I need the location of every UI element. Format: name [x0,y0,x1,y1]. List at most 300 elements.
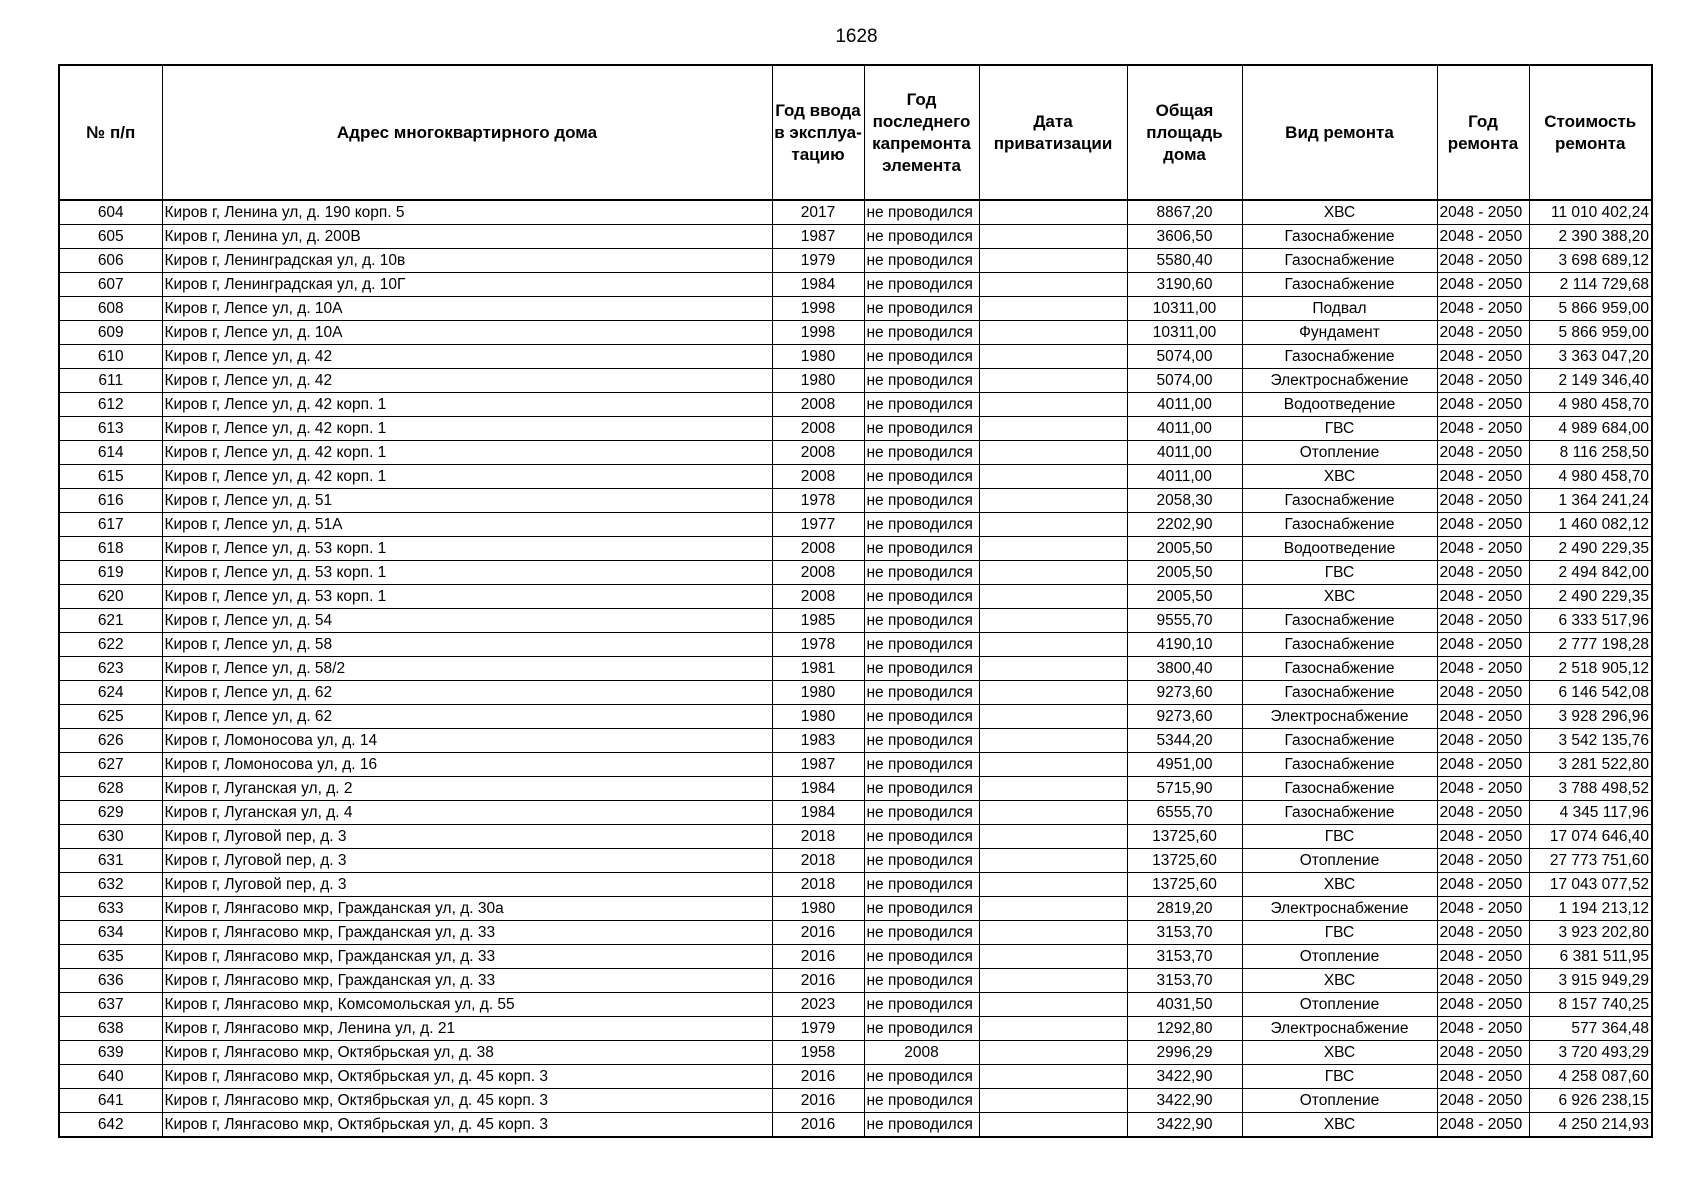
cell-num: 626 [59,729,162,753]
cell-year-built: 1998 [772,321,864,345]
cell-repair-type: Газоснабжение [1242,633,1437,657]
cell-cost: 2 494 842,00 [1529,561,1652,585]
cell-area: 2005,50 [1127,561,1242,585]
cell-year-built: 2016 [772,1065,864,1089]
cell-cost: 3 281 522,80 [1529,753,1652,777]
cell-last-repair: 2008 [864,1041,979,1065]
cell-year-built: 1985 [772,609,864,633]
cell-last-repair: не проводился [864,369,979,393]
cell-privatization [979,369,1127,393]
cell-privatization [979,777,1127,801]
cell-privatization [979,489,1127,513]
table-row [59,801,1652,825]
header-year-built: Год ввода в эксплуа-тацию [772,65,864,200]
cell-repair-period: 2048 - 2050 [1437,945,1529,969]
cell-area: 13725,60 [1127,873,1242,897]
cell-last-repair: не проводился [864,297,979,321]
table-row [59,897,1652,921]
table-row [59,417,1652,441]
cell-privatization [979,1065,1127,1089]
cell-repair-period: 2048 - 2050 [1437,345,1529,369]
cell-address: Киров г, Лепсе ул, д. 42 корп. 1 [162,393,772,417]
cell-year-built: 2018 [772,849,864,873]
cell-year-built: 1978 [772,633,864,657]
cell-num: 634 [59,921,162,945]
table-body [59,200,1652,1137]
cell-repair-type: Водоотведение [1242,537,1437,561]
cell-area: 2005,50 [1127,537,1242,561]
header-area: Общая площадь дома [1127,65,1242,200]
cell-area: 8867,20 [1127,200,1242,225]
cell-address: Киров г, Ленинградская ул, д. 10Г [162,273,772,297]
cell-last-repair: не проводился [864,561,979,585]
cell-num: 640 [59,1065,162,1089]
table-row [59,561,1652,585]
cell-address: Киров г, Лянгасово мкр, Октябрьская ул, д. 45 корп. 3 [162,1113,772,1138]
cell-repair-period: 2048 - 2050 [1437,753,1529,777]
table-row [59,345,1652,369]
cell-address: Киров г, Луговой пер, д. 3 [162,849,772,873]
cell-repair-type: ГВС [1242,921,1437,945]
cell-year-built: 2018 [772,873,864,897]
cell-repair-period: 2048 - 2050 [1437,441,1529,465]
header-num: № п/п [59,65,162,200]
cell-last-repair: не проводился [864,393,979,417]
cell-num: 622 [59,633,162,657]
cell-last-repair: не проводился [864,945,979,969]
cell-num: 625 [59,705,162,729]
cell-privatization [979,897,1127,921]
cell-last-repair: не проводился [864,465,979,489]
cell-repair-period: 2048 - 2050 [1437,561,1529,585]
table-row [59,369,1652,393]
cell-cost: 3 915 949,29 [1529,969,1652,993]
cell-area: 4011,00 [1127,465,1242,489]
cell-repair-period: 2048 - 2050 [1437,297,1529,321]
cell-repair-period: 2048 - 2050 [1437,369,1529,393]
repair-register-table [58,64,1653,1138]
cell-address: Киров г, Лепсе ул, д. 51А [162,513,772,537]
cell-privatization [979,441,1127,465]
cell-repair-period: 2048 - 2050 [1437,489,1529,513]
cell-area: 3153,70 [1127,945,1242,969]
cell-last-repair: не проводился [864,417,979,441]
cell-last-repair: не проводился [864,513,979,537]
cell-repair-period: 2048 - 2050 [1437,633,1529,657]
table-row [59,849,1652,873]
cell-num: 635 [59,945,162,969]
cell-num: 617 [59,513,162,537]
cell-year-built: 1977 [772,513,864,537]
cell-repair-period: 2048 - 2050 [1437,273,1529,297]
cell-cost: 1 460 082,12 [1529,513,1652,537]
cell-area: 3800,40 [1127,657,1242,681]
cell-repair-period: 2048 - 2050 [1437,657,1529,681]
table-row [59,1041,1652,1065]
cell-repair-type: ГВС [1242,417,1437,441]
cell-year-built: 1984 [772,777,864,801]
cell-last-repair: не проводился [864,657,979,681]
cell-cost: 3 363 047,20 [1529,345,1652,369]
cell-area: 2202,90 [1127,513,1242,537]
cell-address: Киров г, Лепсе ул, д. 62 [162,705,772,729]
cell-privatization [979,873,1127,897]
cell-area: 3606,50 [1127,225,1242,249]
cell-area: 3190,60 [1127,273,1242,297]
cell-area: 4011,00 [1127,417,1242,441]
cell-repair-type: Газоснабжение [1242,345,1437,369]
cell-cost: 6 146 542,08 [1529,681,1652,705]
table-row [59,225,1652,249]
cell-address: Киров г, Ленина ул, д. 200В [162,225,772,249]
table-row [59,489,1652,513]
cell-area: 2058,30 [1127,489,1242,513]
cell-repair-type: ХВС [1242,873,1437,897]
cell-num: 637 [59,993,162,1017]
cell-year-built: 2008 [772,537,864,561]
cell-cost: 4 250 214,93 [1529,1113,1652,1138]
cell-repair-period: 2048 - 2050 [1437,1089,1529,1113]
cell-cost: 3 928 296,96 [1529,705,1652,729]
cell-repair-type: Газоснабжение [1242,513,1437,537]
cell-year-built: 2018 [772,825,864,849]
cell-repair-type: Газоснабжение [1242,681,1437,705]
cell-area: 2005,50 [1127,585,1242,609]
cell-area: 5074,00 [1127,369,1242,393]
header-repair-year: Год ремонта [1437,65,1529,200]
cell-last-repair: не проводился [864,1065,979,1089]
cell-year-built: 1987 [772,753,864,777]
cell-repair-type: Электроснабжение [1242,705,1437,729]
cell-repair-period: 2048 - 2050 [1437,705,1529,729]
cell-num: 610 [59,345,162,369]
cell-repair-period: 2048 - 2050 [1437,681,1529,705]
cell-last-repair: не проводился [864,993,979,1017]
cell-area: 3153,70 [1127,969,1242,993]
cell-repair-type: Газоснабжение [1242,489,1437,513]
cell-repair-type: ХВС [1242,1113,1437,1138]
cell-last-repair: не проводился [864,225,979,249]
cell-repair-type: ГВС [1242,1065,1437,1089]
cell-num: 641 [59,1089,162,1113]
cell-cost: 6 333 517,96 [1529,609,1652,633]
cell-area: 5344,20 [1127,729,1242,753]
cell-num: 628 [59,777,162,801]
cell-area: 6555,70 [1127,801,1242,825]
table-row [59,393,1652,417]
cell-repair-period: 2048 - 2050 [1437,393,1529,417]
cell-num: 630 [59,825,162,849]
cell-year-built: 2008 [772,417,864,441]
table-row [59,969,1652,993]
cell-repair-type: Электроснабжение [1242,369,1437,393]
table-row [59,585,1652,609]
cell-year-built: 2008 [772,393,864,417]
cell-repair-type: Электроснабжение [1242,897,1437,921]
cell-address: Киров г, Лепсе ул, д. 42 корп. 1 [162,465,772,489]
table-row [59,753,1652,777]
cell-last-repair: не проводился [864,849,979,873]
cell-address: Киров г, Лянгасово мкр, Гражданская ул, д. 33 [162,945,772,969]
table-row [59,945,1652,969]
cell-address: Киров г, Лянгасово мкр, Октябрьская ул, д. 45 корп. 3 [162,1089,772,1113]
cell-repair-period: 2048 - 2050 [1437,897,1529,921]
cell-privatization [979,465,1127,489]
cell-area: 3422,90 [1127,1113,1242,1138]
cell-repair-period: 2048 - 2050 [1437,729,1529,753]
cell-year-built: 1978 [772,489,864,513]
table-row [59,200,1652,225]
cell-num: 624 [59,681,162,705]
cell-area: 10311,00 [1127,321,1242,345]
table-row [59,465,1652,489]
cell-cost: 3 720 493,29 [1529,1041,1652,1065]
cell-cost: 4 989 684,00 [1529,417,1652,441]
cell-address: Киров г, Лепсе ул, д. 42 корп. 1 [162,441,772,465]
cell-num: 639 [59,1041,162,1065]
cell-cost: 6 381 511,95 [1529,945,1652,969]
table-row [59,297,1652,321]
cell-cost: 4 345 117,96 [1529,801,1652,825]
cell-year-built: 1980 [772,681,864,705]
cell-cost: 11 010 402,24 [1529,200,1652,225]
cell-num: 614 [59,441,162,465]
cell-year-built: 1979 [772,249,864,273]
cell-area: 5074,00 [1127,345,1242,369]
cell-repair-type: Газоснабжение [1242,609,1437,633]
cell-area: 5715,90 [1127,777,1242,801]
cell-last-repair: не проводился [864,585,979,609]
cell-privatization [979,825,1127,849]
cell-repair-type: Газоснабжение [1242,657,1437,681]
cell-repair-period: 2048 - 2050 [1437,1065,1529,1089]
cell-privatization [979,200,1127,225]
table-row [59,1017,1652,1041]
cell-last-repair: не проводился [864,537,979,561]
cell-privatization [979,969,1127,993]
cell-cost: 2 777 198,28 [1529,633,1652,657]
cell-cost: 4 258 087,60 [1529,1065,1652,1089]
cell-address: Киров г, Лепсе ул, д. 42 [162,345,772,369]
cell-num: 604 [59,200,162,225]
cell-area: 9273,60 [1127,681,1242,705]
cell-repair-type: Отопление [1242,945,1437,969]
cell-num: 606 [59,249,162,273]
cell-year-built: 1981 [772,657,864,681]
cell-last-repair: не проводился [864,897,979,921]
cell-num: 611 [59,369,162,393]
cell-address: Киров г, Лянгасово мкр, Октябрьская ул, д. 45 корп. 3 [162,1065,772,1089]
cell-privatization [979,225,1127,249]
cell-privatization [979,1089,1127,1113]
table-row [59,705,1652,729]
cell-repair-type: Водоотведение [1242,393,1437,417]
cell-year-built: 1984 [772,273,864,297]
cell-address: Киров г, Ломоносова ул, д. 14 [162,729,772,753]
cell-cost: 4 980 458,70 [1529,465,1652,489]
cell-repair-type: Подвал [1242,297,1437,321]
cell-year-built: 2016 [772,921,864,945]
cell-cost: 4 980 458,70 [1529,393,1652,417]
cell-address: Киров г, Лепсе ул, д. 58 [162,633,772,657]
cell-area: 1292,80 [1127,1017,1242,1041]
cell-repair-period: 2048 - 2050 [1437,921,1529,945]
cell-num: 607 [59,273,162,297]
cell-repair-period: 2048 - 2050 [1437,969,1529,993]
table-row [59,537,1652,561]
cell-cost: 2 114 729,68 [1529,273,1652,297]
cell-repair-type: ХВС [1242,585,1437,609]
cell-last-repair: не проводился [864,609,979,633]
cell-num: 619 [59,561,162,585]
table-row [59,681,1652,705]
cell-last-repair: не проводился [864,345,979,369]
cell-year-built: 2016 [772,1113,864,1138]
cell-area: 3153,70 [1127,921,1242,945]
cell-last-repair: не проводился [864,753,979,777]
cell-repair-type: Газоснабжение [1242,801,1437,825]
cell-address: Киров г, Лепсе ул, д. 42 [162,369,772,393]
cell-privatization [979,345,1127,369]
cell-cost: 2 149 346,40 [1529,369,1652,393]
table-row [59,1065,1652,1089]
cell-privatization [979,1041,1127,1065]
cell-year-built: 2017 [772,200,864,225]
cell-year-built: 1980 [772,345,864,369]
cell-last-repair: не проводился [864,1017,979,1041]
cell-repair-type: Отопление [1242,993,1437,1017]
cell-repair-period: 2048 - 2050 [1437,1113,1529,1138]
cell-year-built: 2008 [772,561,864,585]
cell-address: Киров г, Лянгасово мкр, Ленина ул, д. 21 [162,1017,772,1041]
cell-area: 2819,20 [1127,897,1242,921]
cell-year-built: 1980 [772,897,864,921]
cell-repair-period: 2048 - 2050 [1437,777,1529,801]
header-last-repair: Год последнего капремонта элемента [864,65,979,200]
table-row [59,993,1652,1017]
cell-address: Киров г, Лепсе ул, д. 58/2 [162,657,772,681]
cell-address: Киров г, Лепсе ул, д. 51 [162,489,772,513]
cell-address: Киров г, Лянгасово мкр, Гражданская ул, д. 30а [162,897,772,921]
cell-year-built: 1984 [772,801,864,825]
cell-privatization [979,945,1127,969]
cell-address: Киров г, Лянгасово мкр, Комсомольская ул, д. 55 [162,993,772,1017]
cell-repair-type: ГВС [1242,561,1437,585]
table-row [59,921,1652,945]
cell-repair-type: Газоснабжение [1242,777,1437,801]
cell-num: 620 [59,585,162,609]
cell-repair-type: Электроснабжение [1242,1017,1437,1041]
cell-num: 627 [59,753,162,777]
cell-address: Киров г, Луговой пер, д. 3 [162,825,772,849]
cell-num: 612 [59,393,162,417]
cell-last-repair: не проводился [864,1089,979,1113]
cell-address: Киров г, Лепсе ул, д. 42 корп. 1 [162,417,772,441]
table-row [59,657,1652,681]
cell-num: 613 [59,417,162,441]
cell-repair-type: ГВС [1242,825,1437,849]
cell-repair-period: 2048 - 2050 [1437,873,1529,897]
cell-cost: 1 364 241,24 [1529,489,1652,513]
table-row [59,273,1652,297]
cell-address: Киров г, Лепсе ул, д. 10А [162,321,772,345]
cell-num: 616 [59,489,162,513]
page-number: 1628 [835,26,878,47]
cell-privatization [979,849,1127,873]
cell-num: 615 [59,465,162,489]
cell-repair-period: 2048 - 2050 [1437,585,1529,609]
cell-repair-period: 2048 - 2050 [1437,321,1529,345]
cell-repair-type: ХВС [1242,1041,1437,1065]
cell-last-repair: не проводился [864,801,979,825]
cell-address: Киров г, Лянгасово мкр, Гражданская ул, д. 33 [162,969,772,993]
cell-address: Киров г, Луговой пер, д. 3 [162,873,772,897]
cell-address: Киров г, Лянгасово мкр, Гражданская ул, д. 33 [162,921,772,945]
cell-cost: 577 364,48 [1529,1017,1652,1041]
cell-year-built: 1987 [772,225,864,249]
cell-address: Киров г, Лепсе ул, д. 62 [162,681,772,705]
cell-privatization [979,753,1127,777]
cell-repair-period: 2048 - 2050 [1437,1017,1529,1041]
header-cost: Стоимость ремонта [1529,65,1652,200]
cell-repair-type: Фундамент [1242,321,1437,345]
cell-area: 4011,00 [1127,441,1242,465]
cell-num: 609 [59,321,162,345]
cell-repair-type: Газоснабжение [1242,249,1437,273]
cell-privatization [979,993,1127,1017]
cell-privatization [979,633,1127,657]
table-row [59,249,1652,273]
cell-cost: 8 116 258,50 [1529,441,1652,465]
header-privatization: Дата приватизации [979,65,1127,200]
cell-num: 633 [59,897,162,921]
cell-repair-period: 2048 - 2050 [1437,200,1529,225]
cell-last-repair: не проводился [864,633,979,657]
cell-cost: 3 923 202,80 [1529,921,1652,945]
cell-last-repair: не проводился [864,321,979,345]
cell-year-built: 2008 [772,441,864,465]
cell-num: 618 [59,537,162,561]
cell-repair-type: Отопление [1242,849,1437,873]
cell-num: 632 [59,873,162,897]
cell-privatization [979,729,1127,753]
cell-privatization [979,417,1127,441]
header-repair-type: Вид ремонта [1242,65,1437,200]
cell-address: Киров г, Лянгасово мкр, Октябрьская ул, д. 38 [162,1041,772,1065]
cell-repair-type: Газоснабжение [1242,753,1437,777]
cell-privatization [979,921,1127,945]
cell-last-repair: не проводился [864,200,979,225]
cell-privatization [979,801,1127,825]
cell-address: Киров г, Ленина ул, д. 190 корп. 5 [162,200,772,225]
cell-repair-period: 2048 - 2050 [1437,1041,1529,1065]
cell-last-repair: не проводился [864,273,979,297]
cell-privatization [979,561,1127,585]
cell-num: 623 [59,657,162,681]
table-row [59,729,1652,753]
table-row [59,777,1652,801]
cell-num: 636 [59,969,162,993]
cell-address: Киров г, Лепсе ул, д. 53 корп. 1 [162,537,772,561]
cell-privatization [979,1017,1127,1041]
cell-last-repair: не проводился [864,777,979,801]
cell-repair-type: Отопление [1242,441,1437,465]
cell-year-built: 1980 [772,705,864,729]
header-row [59,65,1652,200]
cell-privatization [979,657,1127,681]
cell-area: 4190,10 [1127,633,1242,657]
cell-cost: 5 866 959,00 [1529,297,1652,321]
